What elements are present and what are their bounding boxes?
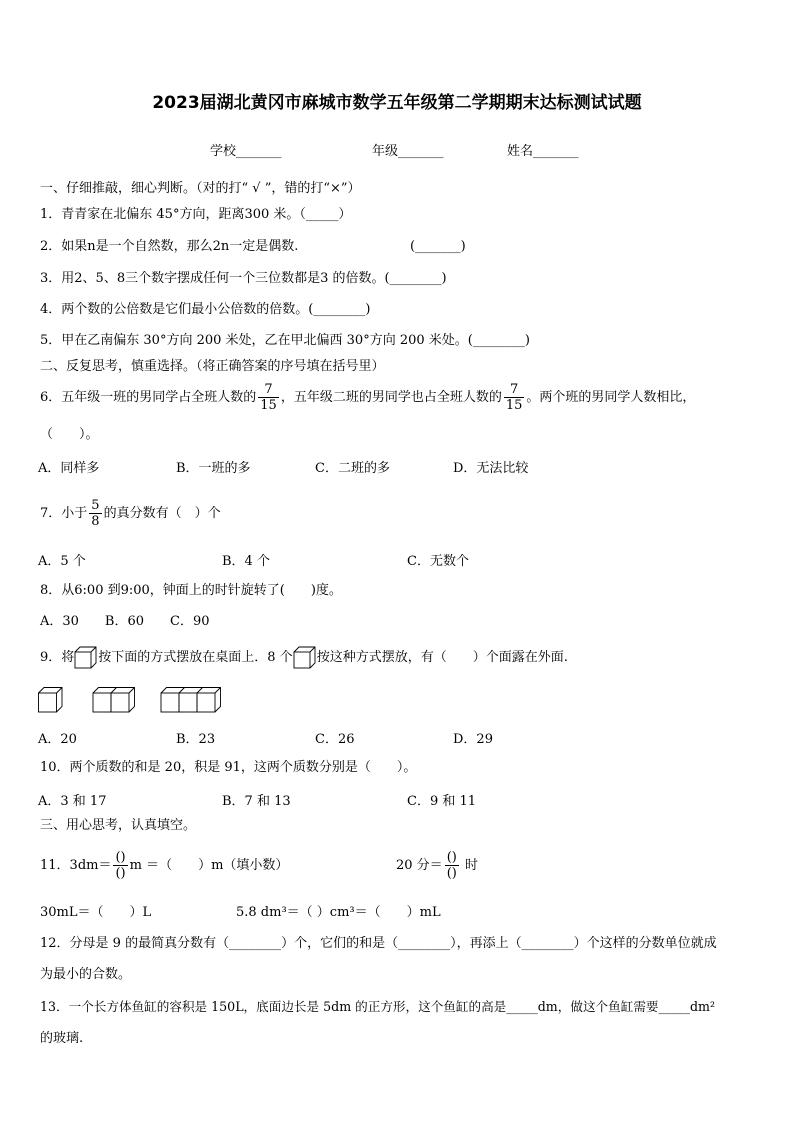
denominator: ()	[115, 866, 126, 881]
question-2-blank: (_______)	[410, 239, 466, 254]
page-title: 2023届湖北黄冈市麻城市数学五年级第二学期期末达标测试试题	[152, 93, 642, 113]
question-9-part-c: 按这种方式摆放，有（ ）个面露在外面.	[316, 650, 568, 665]
option-b: B．4 个	[222, 554, 270, 569]
question-8-options: A．30 B．60 C．90	[40, 614, 210, 629]
q11-text-d: 时	[464, 858, 478, 873]
question-8: 8．从6:00 到9:00，钟面上的时针旋转了( )度。	[40, 583, 342, 598]
option-c: C．二班的多	[315, 461, 390, 476]
question-9-part-a: 9．将	[40, 650, 75, 665]
section-1-heading: 一、仔细推敲，细心判断。（对的打“ √ ”，错的打“×”）	[40, 181, 361, 196]
three-cubes-icon	[161, 688, 221, 713]
grade-field: 年级_______	[372, 144, 444, 159]
numerator: ()	[115, 850, 126, 865]
option-b: B．7 和 13	[222, 794, 291, 809]
denominator: 15	[260, 398, 277, 413]
blank-fraction	[113, 850, 127, 881]
denominator: 15	[505, 398, 523, 413]
option-c: C．26	[315, 732, 355, 747]
question-11-part-1	[40, 846, 288, 886]
q11-text-b: m ＝（ ）m（填小数）	[129, 858, 289, 873]
option-b: B．23	[176, 732, 216, 747]
option-a: A．同样多	[38, 461, 100, 476]
q11-text-c: 20 分＝	[396, 858, 443, 873]
numerator: ()	[446, 850, 457, 865]
question-6-part-c: 。两个班的男同学人数相比，	[526, 390, 696, 405]
question-12-cont: 为最小的合数。	[40, 967, 132, 982]
cube-icon	[74, 646, 98, 670]
question-7-part-a: 7．小于	[40, 506, 88, 521]
question-9-part-b: 按下面的方式摆放在桌面上．8 个	[98, 650, 293, 665]
option-d: D．无法比较	[453, 461, 529, 476]
question-5: 5．甲在乙南偏东 30°方向 200 米处，乙在甲北偏西 30°方向 200 米处。(________)	[40, 333, 530, 348]
option-c: C．9 和 11	[407, 794, 477, 809]
question-3: 3．用2、5、8三个数字摆成任何一个三位数都是3 的倍数。(________)	[40, 271, 447, 286]
option-a: A．20	[38, 732, 77, 747]
question-11-part-2	[396, 846, 478, 886]
section-2-heading: 二、反复思考，慎重选择。（将正确答案的序号填在括号里）	[40, 359, 385, 374]
question-1: 1．青青家在北偏东 45°方向，距离300 米。（_____）	[40, 207, 352, 222]
option-a: A．3 和 17	[38, 794, 107, 809]
question-6	[40, 378, 695, 418]
question-4: 4．两个数的公倍数是它们最小公倍数的倍数。(________)	[40, 302, 371, 317]
cube-arrangements-figure	[38, 686, 228, 714]
fraction-5-8	[89, 498, 101, 529]
question-11-part-3: 30mL＝（ ）L	[40, 905, 152, 920]
question-12: 12．分母是 9 的最简真分数有（________）个，它们的和是（________），再添上（________）个这样的分数单位就成	[40, 936, 717, 951]
fraction-7-15	[258, 382, 279, 413]
one-cube-icon	[39, 688, 63, 713]
question-13: 13．一个长方体鱼缸的容积是 150L，底面边长是 5dm 的正方形，这个鱼缸的高是_____dm，做这个鱼缸需要_____dm²	[40, 999, 716, 1014]
option-c: C．无数个	[407, 554, 469, 569]
two-cubes-icon	[93, 688, 135, 713]
question-7-part-b: 的真分数有（ ）个	[103, 506, 221, 521]
denominator: 8	[91, 514, 100, 529]
question-6-blank: （ ）。	[40, 427, 99, 442]
question-9	[40, 645, 568, 671]
question-6-part-a: 6．五年级一班的男同学占全班人数的	[40, 390, 257, 405]
question-2: 2．如果n是一个自然数，那么2n一定是偶数.	[40, 239, 299, 254]
numerator: 5	[91, 498, 100, 513]
option-a: A．5 个	[38, 554, 86, 569]
question-7	[40, 494, 221, 534]
blank-fraction	[445, 850, 459, 881]
option-d: D．29	[453, 732, 493, 747]
question-6-part-b: ，五年级二班的男同学也占全班人数的	[280, 390, 502, 405]
question-11-part-4: 5.8 dm³＝（ ）cm³＝（ ）mL	[236, 905, 441, 920]
numerator: 7	[258, 382, 279, 398]
name-field: 姓名_______	[507, 144, 579, 159]
fraction-7-15	[504, 382, 525, 413]
numerator: 7	[504, 382, 525, 398]
q11-text-a: 11．3dm＝	[40, 858, 112, 873]
denominator: ()	[446, 866, 457, 881]
question-13-cont: 的玻璃.	[40, 1031, 84, 1046]
section-3-heading: 三、用心思考，认真填空。	[40, 818, 197, 833]
question-10: 10．两个质数的和是 20，积是 91，这两个质数分别是（ ）。	[40, 760, 417, 775]
school-field: 学校_______	[210, 144, 282, 159]
cube-icon	[293, 646, 317, 670]
option-b: B．一班的多	[176, 461, 251, 476]
